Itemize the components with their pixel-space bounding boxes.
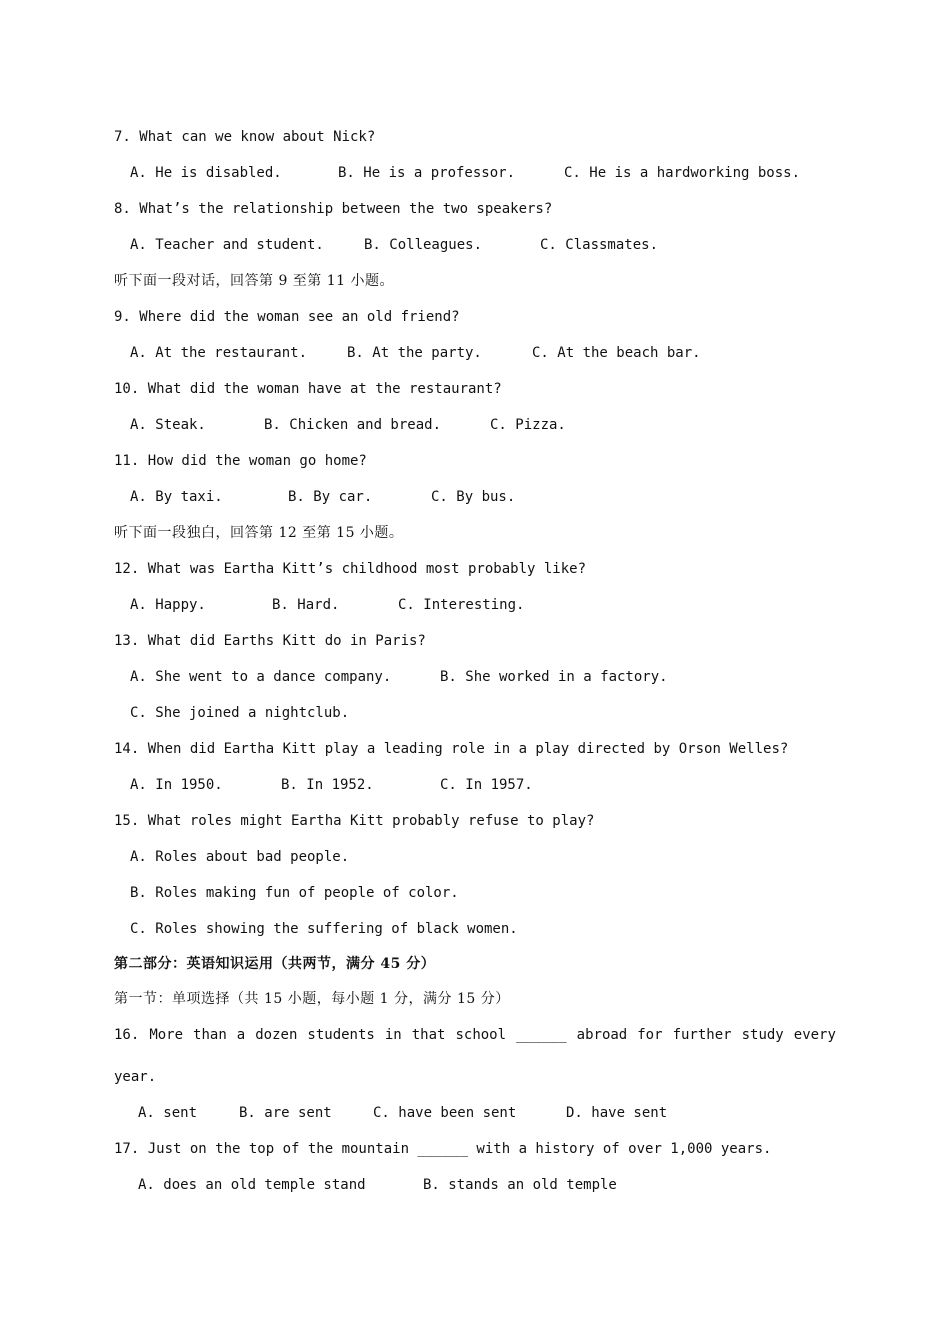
option-a: A. At the restaurant.	[130, 345, 308, 361]
option-d: D. have sent	[566, 1105, 668, 1121]
option-a: A. sent	[138, 1105, 198, 1121]
options-7	[130, 164, 800, 182]
question-16-continued: year.	[114, 1069, 157, 1085]
word: dozen	[255, 1027, 298, 1043]
option-a: A. She went to a dance company.	[130, 669, 392, 685]
option-c: C. Roles showing the suffering of black women.	[130, 921, 518, 937]
part-heading: 第二部分：英语知识运用（共两节，满分 45 分）	[114, 956, 436, 972]
word: More	[149, 1027, 184, 1043]
option-a: A. Teacher and student.	[130, 237, 324, 253]
option-a: A. Steak.	[130, 417, 206, 433]
section-instruction: 听下面一段对话，回答第 9 至第 11 小题。	[114, 273, 395, 289]
word: in	[384, 1027, 402, 1043]
word: than	[193, 1027, 227, 1043]
option-b: B. She worked in a factory.	[440, 669, 668, 685]
option-c: C. have been sent	[373, 1105, 517, 1121]
question-7: 7. What can we know about Nick?	[114, 129, 376, 145]
options-16	[138, 1104, 667, 1122]
option-b: B. are sent	[239, 1105, 332, 1121]
option-a: A. He is disabled.	[130, 165, 282, 181]
word: ______	[516, 1027, 567, 1043]
question-15: 15. What roles might Eartha Kitt probably refuse to play?	[114, 813, 595, 829]
word: further	[672, 1027, 732, 1043]
option-a: A. By taxi.	[130, 489, 223, 505]
options-13	[130, 668, 668, 686]
options-9	[130, 344, 701, 362]
options-8	[130, 236, 658, 254]
options-12	[130, 596, 524, 614]
option-c: C. Classmates.	[540, 237, 659, 253]
option-c: C. In 1957.	[440, 777, 533, 793]
option-b: B. Colleagues.	[364, 237, 483, 253]
options-11	[130, 488, 515, 506]
word: abroad	[576, 1027, 628, 1043]
options-10	[130, 416, 566, 434]
option-b: B. At the party.	[347, 345, 482, 361]
option-c: C. By bus.	[431, 489, 516, 505]
option-c: C. Pizza.	[490, 417, 566, 433]
question-9: 9. Where did the woman see an old friend?	[114, 309, 460, 325]
option-c: C. He is a hardworking boss.	[564, 165, 801, 181]
option-a: A. does an old temple stand	[138, 1177, 366, 1193]
option-c: C. She joined a nightclub.	[130, 705, 350, 721]
word: school	[455, 1027, 507, 1043]
question-8: 8. What’s the relationship between the two speakers?	[114, 201, 553, 217]
section-instruction: 听下面一段独白，回答第 12 至第 15 小题。	[114, 525, 404, 541]
question-16	[114, 1026, 836, 1044]
option-b: B. Hard.	[272, 597, 340, 613]
options-17	[138, 1176, 617, 1194]
word: for	[637, 1027, 663, 1043]
option-c: C. Interesting.	[398, 597, 525, 613]
option-c: C. At the beach bar.	[532, 345, 701, 361]
section-heading: 第一节：单项选择（共 15 小题，每小题 1 分，满分 15 分）	[114, 991, 510, 1007]
question-13: 13. What did Earths Kitt do in Paris?	[114, 633, 426, 649]
word: every	[793, 1027, 836, 1043]
word: study	[741, 1027, 784, 1043]
word: students	[307, 1027, 375, 1043]
option-b: B. By car.	[288, 489, 373, 505]
option-b: B. Chicken and bread.	[264, 417, 442, 433]
question-17: 17. Just on the top of the mountain ______ with a history of over 1,000 years.	[114, 1141, 772, 1157]
question-14: 14. When did Eartha Kitt play a leading role in a play directed by Orson Welles?	[114, 741, 789, 757]
word: a	[236, 1027, 246, 1043]
word: that	[411, 1027, 446, 1043]
question-11: 11. How did the woman go home?	[114, 453, 367, 469]
option-a: A. In 1950.	[130, 777, 223, 793]
option-a: A. Roles about bad people.	[130, 849, 350, 865]
option-b: B. He is a professor.	[338, 165, 516, 181]
options-14	[130, 776, 533, 794]
question-10: 10. What did the woman have at the restaurant?	[114, 381, 502, 397]
option-a: A. Happy.	[130, 597, 206, 613]
option-b: B. stands an old temple	[423, 1177, 617, 1193]
option-b: B. In 1952.	[281, 777, 374, 793]
word: 16.	[114, 1027, 140, 1043]
option-b: B. Roles making fun of people of color.	[130, 885, 459, 901]
question-12: 12. What was Eartha Kitt’s childhood most probably like?	[114, 561, 587, 577]
